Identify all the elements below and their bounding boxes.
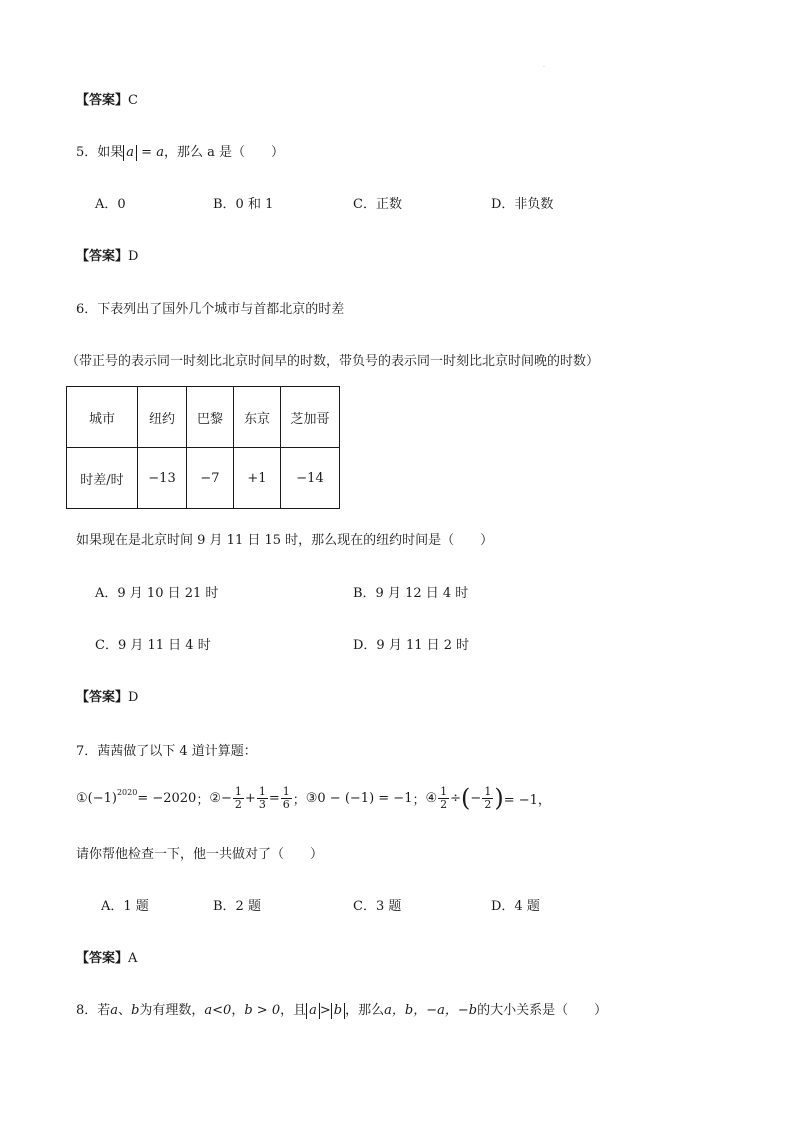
- q8-abs-b: b: [333, 1003, 343, 1018]
- separator: ；: [412, 792, 426, 808]
- fraction-numerator: 1: [258, 785, 266, 798]
- q8-text: 为有理数，: [139, 1003, 205, 1018]
- q8-text: ，那么: [345, 1003, 385, 1018]
- fraction-denominator: 2: [234, 797, 242, 811]
- time-difference-table: [66, 386, 340, 509]
- q8-var-a: a: [110, 1003, 119, 1018]
- question-7-formulas: [76, 784, 551, 813]
- q8-condition-a: a<0: [204, 1003, 232, 1018]
- q8-condition-b: b > 0: [244, 1003, 281, 1018]
- fraction-denominator: 2: [440, 797, 448, 811]
- formula-1-base: (−1): [87, 790, 117, 806]
- formula-2-equals: =: [268, 790, 280, 806]
- q8-text: ，且: [280, 1003, 307, 1018]
- q6-option-d[interactable]: D．9 月 11 日 2 时: [353, 638, 470, 653]
- formula-1-rhs: = −2020: [137, 790, 197, 806]
- q6-option-b[interactable]: B．9 月 12 日 4 时: [353, 586, 469, 601]
- formula-3: ③0 − (−1) = −1: [305, 790, 413, 806]
- separator: ；: [196, 792, 210, 808]
- formula-1-marker: ①: [76, 790, 88, 806]
- formula-4-rhs: = −1，: [503, 792, 551, 808]
- answer-label: 【答案】: [76, 249, 129, 264]
- absolute-value: [123, 145, 137, 161]
- fraction-denominator: 6: [282, 797, 290, 811]
- q7-option-a[interactable]: A．1 题: [101, 899, 149, 914]
- question-7-question: 请你帮他检查一下，他一共做对了（ ）: [76, 847, 324, 862]
- q6-option-a[interactable]: A．9 月 10 日 21 时: [95, 586, 219, 601]
- answer-label: 【答案】: [76, 690, 129, 705]
- q7-option-b[interactable]: B．2 题: [213, 899, 261, 914]
- answer-line: [76, 89, 138, 108]
- q6-option-c[interactable]: C．9 月 11 日 4 时: [95, 638, 211, 653]
- table-header-cell: 城市: [67, 387, 138, 448]
- table-cell: −13: [138, 448, 187, 509]
- formula-4-right-paren: ): [494, 784, 504, 813]
- fraction-numerator: 1: [234, 785, 242, 798]
- q8-term-list: a，b，−a，−b: [384, 1003, 478, 1018]
- formula-1-exponent: 2020: [116, 788, 138, 797]
- formula-4-divide: ÷: [450, 790, 462, 806]
- table-header-cell: 纽约: [138, 387, 187, 448]
- formula-4-left-paren: (: [461, 784, 471, 813]
- answer-value: A: [128, 951, 138, 966]
- table-cell: −14: [281, 448, 340, 509]
- q8-text: 8．若: [76, 1003, 111, 1018]
- q7-option-c[interactable]: C．3 题: [353, 899, 402, 914]
- fraction: [438, 786, 449, 810]
- q5-suffix: ，那么 a 是（ ）: [163, 145, 284, 160]
- fraction: [257, 786, 268, 810]
- fraction: [233, 786, 244, 810]
- q5-prefix: 5．如果: [76, 145, 124, 160]
- q5-option-d[interactable]: D．非负数: [491, 197, 554, 212]
- answer-value: C: [128, 93, 138, 108]
- q5-var-a-rhs: a: [156, 145, 164, 160]
- q5-equals: =: [137, 145, 153, 160]
- table-header-cell: 东京: [234, 387, 281, 448]
- table-cell: −7: [187, 448, 234, 509]
- q8-text: 、: [118, 1003, 132, 1018]
- q5-option-b[interactable]: B．0 和 1: [213, 197, 274, 212]
- question-6-question: 如果现在是北京时间 9 月 11 日 15 时，那么现在的纽约时间是（ ）: [76, 533, 494, 548]
- question-5-stem: [76, 141, 284, 161]
- q5-option-a[interactable]: A．0: [95, 197, 126, 212]
- formula-2-minus: −: [221, 790, 232, 806]
- q6-answer-line: [76, 686, 138, 705]
- formula-4-marker: ④: [425, 790, 438, 806]
- q5-var-a: a: [126, 145, 135, 160]
- q8-var-b: b: [131, 1003, 140, 1018]
- formula-4-minus: −: [470, 790, 482, 806]
- question-8-stem: [76, 999, 607, 1019]
- table-cell: +1: [234, 448, 281, 509]
- fraction: [281, 786, 292, 810]
- fraction-numerator: 1: [282, 785, 290, 798]
- separator: ；: [292, 792, 306, 808]
- table-row-label: 时差/时: [67, 448, 138, 509]
- absolute-value: [306, 1003, 320, 1019]
- question-6-stem: 6．下表列出了国外几个城市与首都北京的时差: [76, 302, 345, 317]
- table-header-cell: 巴黎: [187, 387, 234, 448]
- q7-option-d[interactable]: D．4 题: [491, 899, 540, 914]
- question-7-stem: 7．茜茜做了以下 4 道计算题：: [76, 744, 257, 759]
- absolute-value: [331, 1003, 345, 1019]
- answer-label: 【答案】: [76, 93, 129, 108]
- q5-answer-line: [76, 245, 138, 264]
- formula-2-marker: ②: [209, 790, 222, 806]
- corner-mark: ·: [543, 64, 545, 71]
- fraction-denominator: 2: [484, 797, 492, 811]
- formula-2-plus: +: [244, 790, 256, 806]
- q8-text: 的大小关系是（ ）: [477, 1003, 608, 1018]
- table-row: [67, 448, 340, 509]
- table-header-row: [67, 387, 340, 448]
- q7-answer-line: [76, 947, 137, 966]
- q5-option-c[interactable]: C．正数: [353, 197, 402, 212]
- question-6-note: （带正号的表示同一时刻比北京时间早的时数，带负号的表示同一时刻比北京时间晚的时数）: [66, 354, 600, 369]
- q8-abs-a: a: [309, 1003, 317, 1018]
- table-header-cell: 芝加哥: [281, 387, 340, 448]
- q8-text: ，: [231, 1003, 245, 1018]
- fraction: [482, 786, 493, 810]
- fraction-numerator: 1: [440, 785, 448, 798]
- answer-value: D: [128, 690, 139, 705]
- answer-value: D: [128, 249, 139, 264]
- q8-greater-than: >: [319, 1003, 331, 1018]
- answer-label: 【答案】: [76, 951, 129, 966]
- fraction-numerator: 1: [484, 785, 492, 798]
- fraction-denominator: 3: [258, 797, 266, 811]
